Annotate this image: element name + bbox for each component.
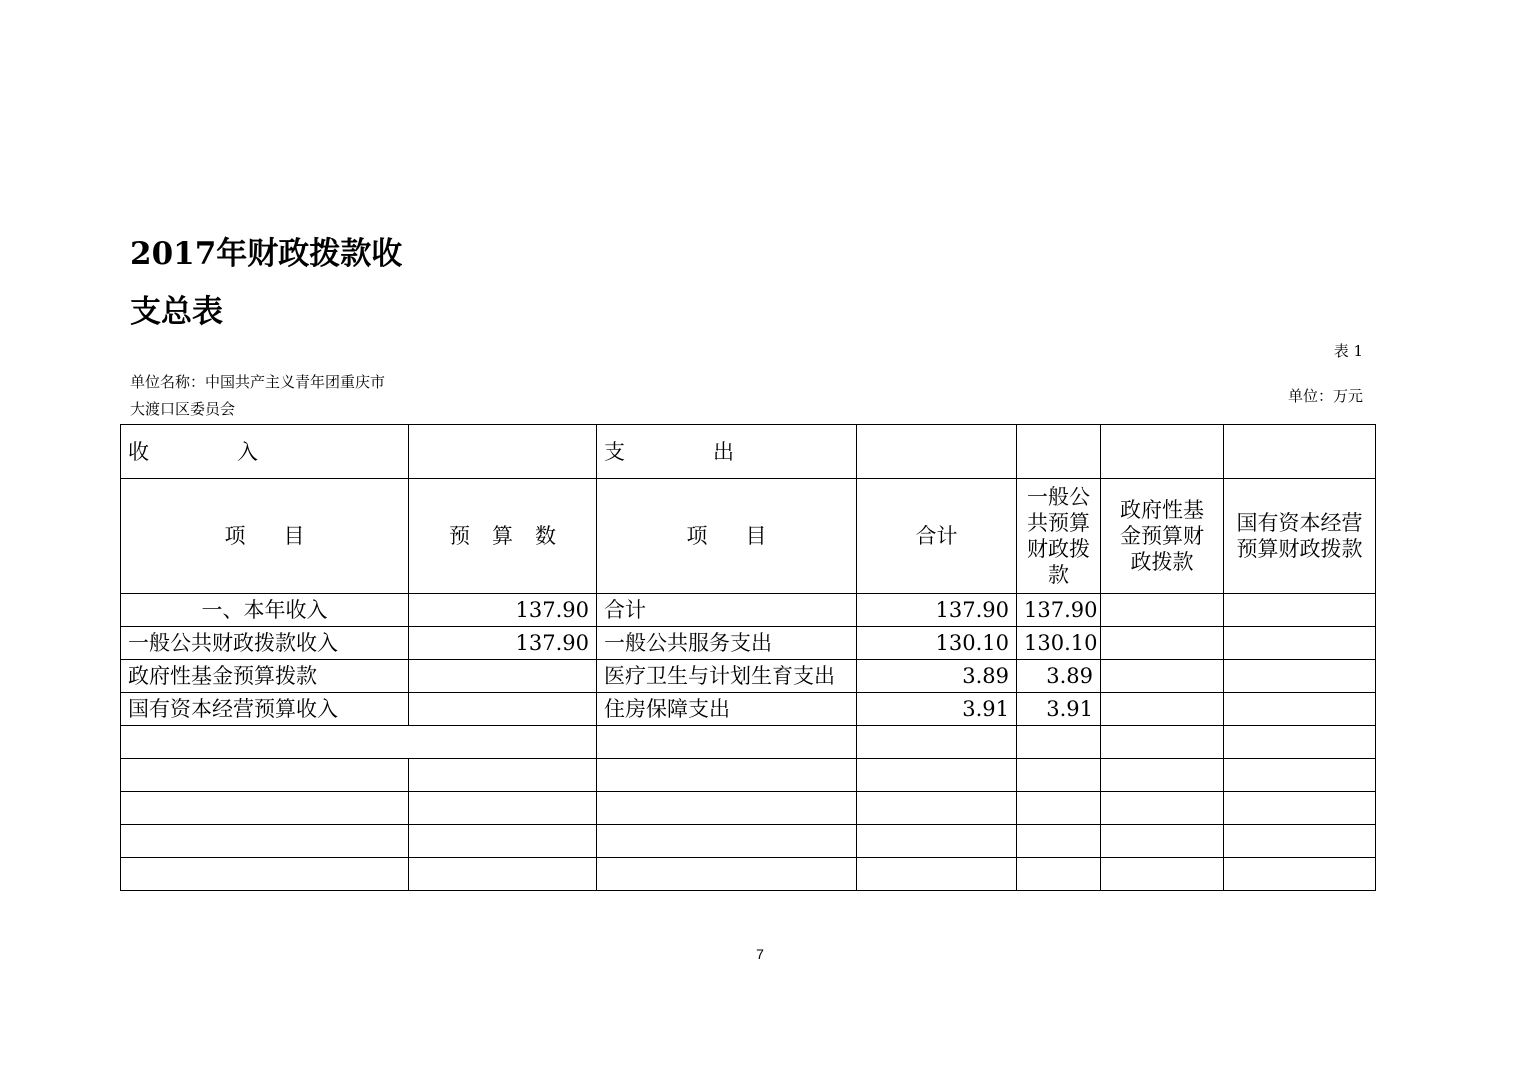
empty-cell [409, 792, 597, 825]
unit-name-line-1: 单位名称：中国共产主义青年团重庆市 [130, 373, 386, 391]
general-cell: 3.89 [1017, 660, 1101, 693]
total-cell: 137.90 [857, 594, 1017, 627]
empty-cell [1101, 792, 1224, 825]
empty-cell [857, 726, 1017, 759]
empty-cell [1101, 759, 1224, 792]
fund-cell [1101, 627, 1224, 660]
income-section-label: 收 入 [121, 425, 409, 479]
state-capital-budget-header: 国有资本经营预算财政拨款 [1224, 479, 1376, 594]
total-cell: 130.10 [857, 627, 1017, 660]
general-cell: 137.90 [1017, 594, 1101, 627]
empty-cell [1224, 759, 1376, 792]
general-cell: 130.10 [1017, 627, 1101, 660]
empty-cell [857, 858, 1017, 891]
capital-cell [1224, 594, 1376, 627]
empty-cell [1224, 825, 1376, 858]
page-number: 7 [756, 946, 764, 962]
section-header-row [121, 425, 1376, 479]
empty-table-row [121, 825, 1376, 858]
budget-header: 预 算 数 [409, 479, 597, 594]
empty-table-row [121, 726, 1376, 759]
empty-cell [1017, 425, 1101, 479]
empty-cell [409, 858, 597, 891]
empty-cell [1101, 726, 1224, 759]
empty-cell [597, 792, 857, 825]
budget-cell [409, 693, 597, 726]
empty-cell [857, 425, 1017, 479]
empty-cell [857, 792, 1017, 825]
empty-merged-cell [121, 726, 597, 759]
income-item-cell: 一般公共财政拨款收入 [121, 627, 409, 660]
empty-cell [1224, 726, 1376, 759]
empty-cell [597, 759, 857, 792]
expense-section-label: 支 出 [597, 425, 857, 479]
income-item-cell: 政府性基金预算拨款 [121, 660, 409, 693]
empty-cell [1017, 825, 1101, 858]
empty-cell [409, 759, 597, 792]
empty-table-row [121, 792, 1376, 825]
empty-cell [1224, 858, 1376, 891]
table-row [121, 660, 1376, 693]
fund-cell [1101, 594, 1224, 627]
currency-unit: 单位：万元 [1287, 387, 1363, 405]
capital-cell [1224, 660, 1376, 693]
total-header: 合计 [857, 479, 1017, 594]
empty-cell [1017, 759, 1101, 792]
empty-table-row [121, 858, 1376, 891]
capital-cell [1224, 627, 1376, 660]
empty-cell [1224, 792, 1376, 825]
table-number: 表 1 [1333, 342, 1363, 360]
expense-item-cell: 医疗卫生与计划生育支出 [597, 660, 857, 693]
income-item-header: 项 目 [121, 479, 409, 594]
income-item-cell: 一、本年收入 [121, 594, 409, 627]
empty-cell [409, 425, 597, 479]
empty-cell [597, 726, 857, 759]
empty-cell [1017, 858, 1101, 891]
empty-cell [1017, 792, 1101, 825]
empty-cell [597, 858, 857, 891]
expense-item-cell: 合计 [597, 594, 857, 627]
empty-cell [1101, 825, 1224, 858]
page-title-line-2: 支总表 [130, 294, 223, 330]
budget-cell: 137.90 [409, 627, 597, 660]
empty-cell [597, 825, 857, 858]
capital-cell [1224, 693, 1376, 726]
fund-cell [1101, 693, 1224, 726]
empty-cell [121, 792, 409, 825]
finance-table [120, 424, 1376, 891]
table-row [121, 693, 1376, 726]
empty-cell [121, 858, 409, 891]
empty-cell [1101, 858, 1224, 891]
general-public-budget-header: 一般公共预算财政拨款 [1017, 479, 1101, 594]
empty-cell [857, 759, 1017, 792]
expense-item-cell: 一般公共服务支出 [597, 627, 857, 660]
expense-item-cell: 住房保障支出 [597, 693, 857, 726]
empty-cell [121, 825, 409, 858]
fund-cell [1101, 660, 1224, 693]
empty-cell [121, 759, 409, 792]
table-row [121, 594, 1376, 627]
total-cell: 3.89 [857, 660, 1017, 693]
unit-name-line-2: 大渡口区委员会 [130, 400, 236, 418]
expense-item-header: 项 目 [597, 479, 857, 594]
empty-table-row [121, 759, 1376, 792]
budget-cell: 137.90 [409, 594, 597, 627]
table-row [121, 627, 1376, 660]
empty-cell [857, 825, 1017, 858]
empty-cell [409, 825, 597, 858]
page-title-line-1: 2017年财政拨款收 [130, 236, 403, 272]
budget-cell [409, 660, 597, 693]
income-item-cell: 国有资本经营预算收入 [121, 693, 409, 726]
empty-cell [1101, 425, 1224, 479]
general-cell: 3.91 [1017, 693, 1101, 726]
empty-cell [1224, 425, 1376, 479]
column-header-row [121, 479, 1376, 594]
total-cell: 3.91 [857, 693, 1017, 726]
gov-fund-budget-header: 政府性基金预算财政拨款 [1101, 479, 1224, 594]
empty-cell [1017, 726, 1101, 759]
